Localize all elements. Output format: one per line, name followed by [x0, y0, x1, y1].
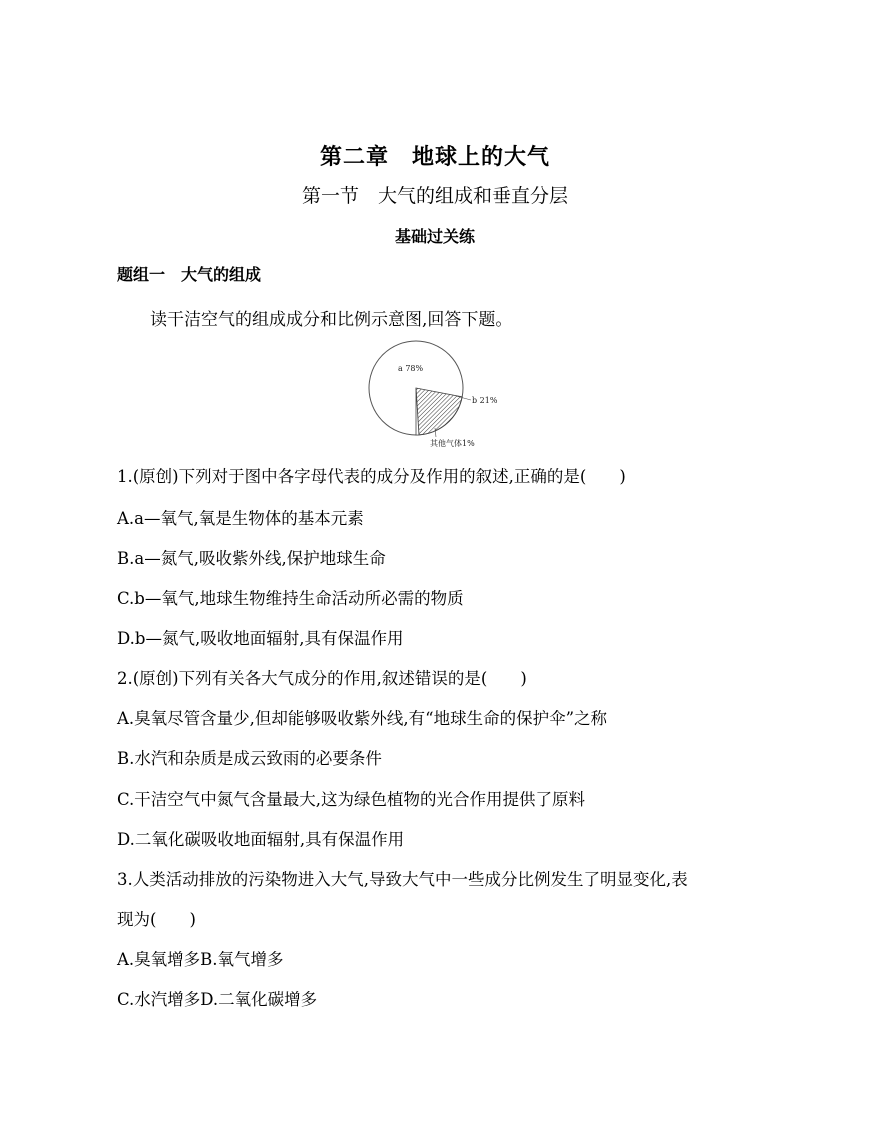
question-2-stem	[117, 665, 527, 689]
question-1-close: )	[619, 467, 626, 486]
question-1-option-d: D.b—氮气,吸收地面辐射,具有保温作用	[117, 629, 404, 648]
label-other: 其他气体1%	[430, 439, 475, 448]
practice-title: 基础过关练	[394, 227, 475, 246]
question-1-option-b: B.a—氮气,吸收紫外线,保护地球生命	[117, 549, 386, 568]
air-composition-pie-chart	[366, 338, 506, 450]
question-3-text-cont: 现为(	[117, 910, 157, 929]
question-2-option-b: B.水汽和杂质是成云致雨的必要条件	[117, 749, 382, 768]
group-title: 题组一 大气的组成	[117, 265, 262, 284]
question-1-option-a: A.a—氧气,氧是生物体的基本元素	[117, 509, 364, 528]
question-3-stem: 3.人类活动排放的污染物进入大气,导致大气中一些成分比例发生了明显变化,表	[117, 870, 688, 889]
label-a: a 78%	[398, 364, 424, 373]
question-3-stem-cont	[117, 906, 196, 930]
question-2-option-c: C.干洁空气中氮气含量最大,这为绿色植物的光合作用提供了原料	[117, 790, 586, 809]
question-1-option-c: C.b—氧气,地球生物维持生命活动所必需的物质	[117, 589, 464, 608]
question-2-option-d: D.二氧化碳吸收地面辐射,具有保温作用	[117, 830, 405, 849]
question-2-option-a: A.臭氧尽管含量少,但却能够吸收紫外线,有“地球生命的保护伞”之称	[117, 709, 608, 728]
question-2-close: )	[520, 669, 527, 688]
chapter-title: 第二章 地球上的大气	[319, 145, 550, 170]
question-3-option-cd: C.水汽增多D.二氧化碳增多	[117, 990, 318, 1009]
intro-paragraph: 读干洁空气的组成成分和比例示意图,回答下题。	[150, 310, 513, 330]
question-2-text: 2.(原创)下列有关各大气成分的作用,叙述错误的是(	[117, 669, 488, 688]
section-title: 第一节 大气的组成和垂直分层	[301, 185, 568, 207]
label-b: b 21%	[472, 396, 498, 405]
question-1-stem	[117, 463, 626, 487]
question-1-text: 1.(原创)下列对于图中各字母代表的成分及作用的叙述,正确的是(	[117, 467, 587, 486]
question-3-option-ab: A.臭氧增多B.氧气增多	[117, 950, 284, 969]
question-3-close: )	[189, 910, 196, 929]
